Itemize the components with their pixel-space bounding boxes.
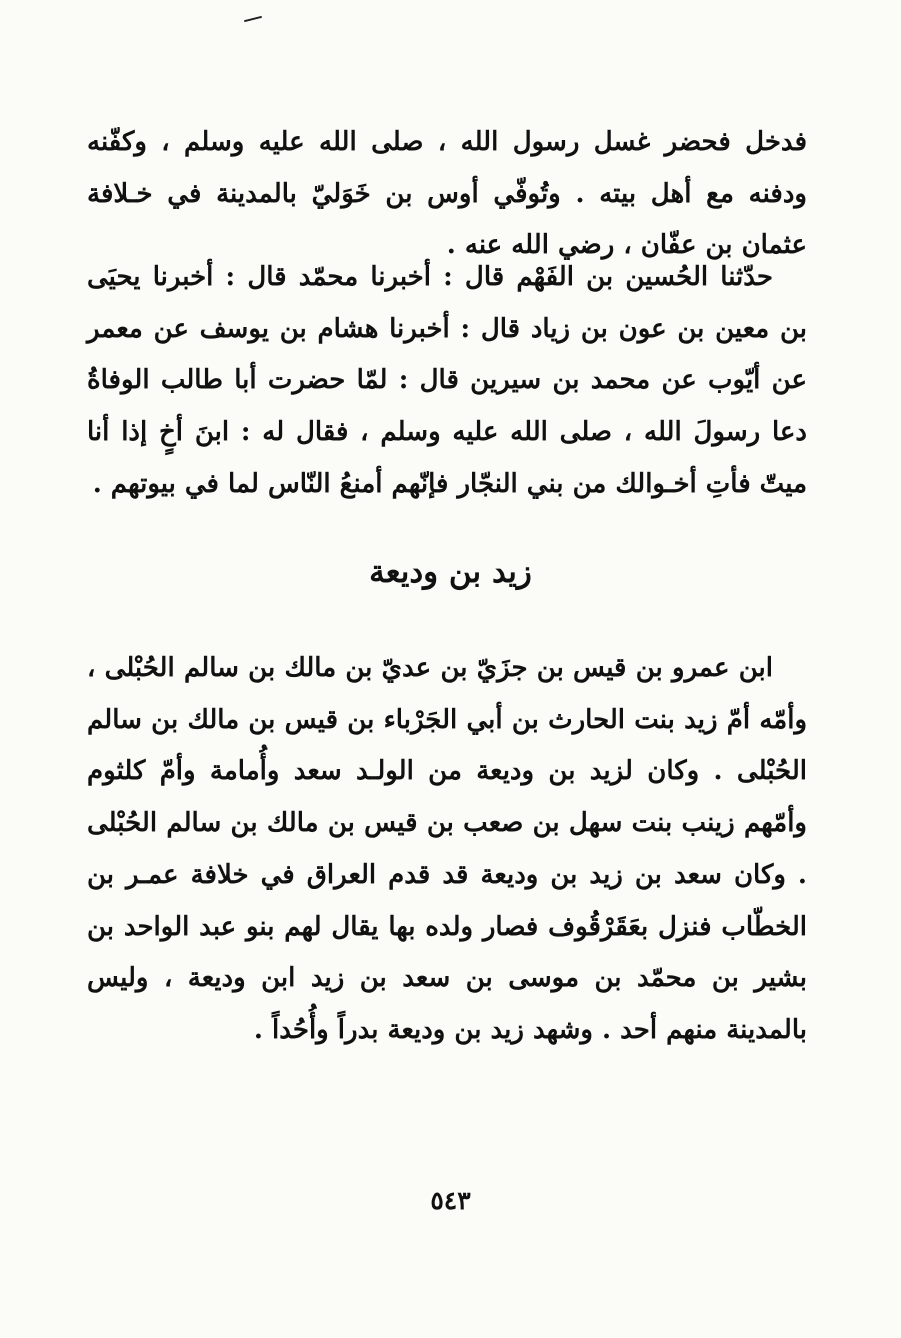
biography-paragraph — [87, 643, 807, 1057]
section-heading: زيد بن وديعة — [369, 553, 532, 590]
hadith-text: حدّثنا الحُسين بن الفَهْم قال : أخبرنا محمّد قال : أخبرنا يحيَى بن معين بن عون بن زياد قال : أخبرنا هشام بن يوسف عن معمر عن أيّوب عن محمد بن سيرين قال : لمّا حضرت أبا طالب الوفاةُ دعا رسولَ الله ، صلى الله عليه وسلم ، فقال له : ابنَ أخٍ إذا أنا ميتّ فأتِ أخـوالك من بني النجّار فإنّهم أمنعُ النّاس لما في بيوتهم . — [87, 262, 807, 499]
page-number: ٥٤٣ — [430, 1186, 471, 1215]
opening-paragraph: فدخل فحضر غسل رسول الله ، صلى الله عليه وسلم ، وكفّنه ودفنه مع أهل بيته . وتُوفّي أوس بن خَوَليّ بالمدينة في خـلافة عثمان بن عفّان ، رضي الله عنه . — [87, 127, 807, 261]
hadith-paragraph — [87, 252, 807, 511]
biography-text: ابن عمرو بن قيس بن جزَيّ بن عديّ بن مالك بن سالم الحُبْلى ، وأمّه أمّ زيد بنت الحارث بن أبي الجَرْباء بن قيس بن مالك بن سالم الحُبْلى . وكان لزيد بن وديعة من الولـد سعد وأُمامة وأمّ كلثوم وأمّهم زينب بنت سهل بن صعب بن قيس بن مالك بن سالم الحُبْلى . وكان سعد بن زيد بن وديعة قد قدم العراق في خلافة عمـر بن الخطّاب فنزل بعَقَرْقُوف فصار ولده بها يقال لهم بنو عبد الواحد بن بشير بن محمّد بن موسى بن سعد بن زيد ابن وديعة ، وليس بالمدينة منهم أحد . وشهد زيد بن وديعة بدراً وأُحُداً . — [87, 653, 807, 1045]
ink-mark — [244, 16, 262, 22]
